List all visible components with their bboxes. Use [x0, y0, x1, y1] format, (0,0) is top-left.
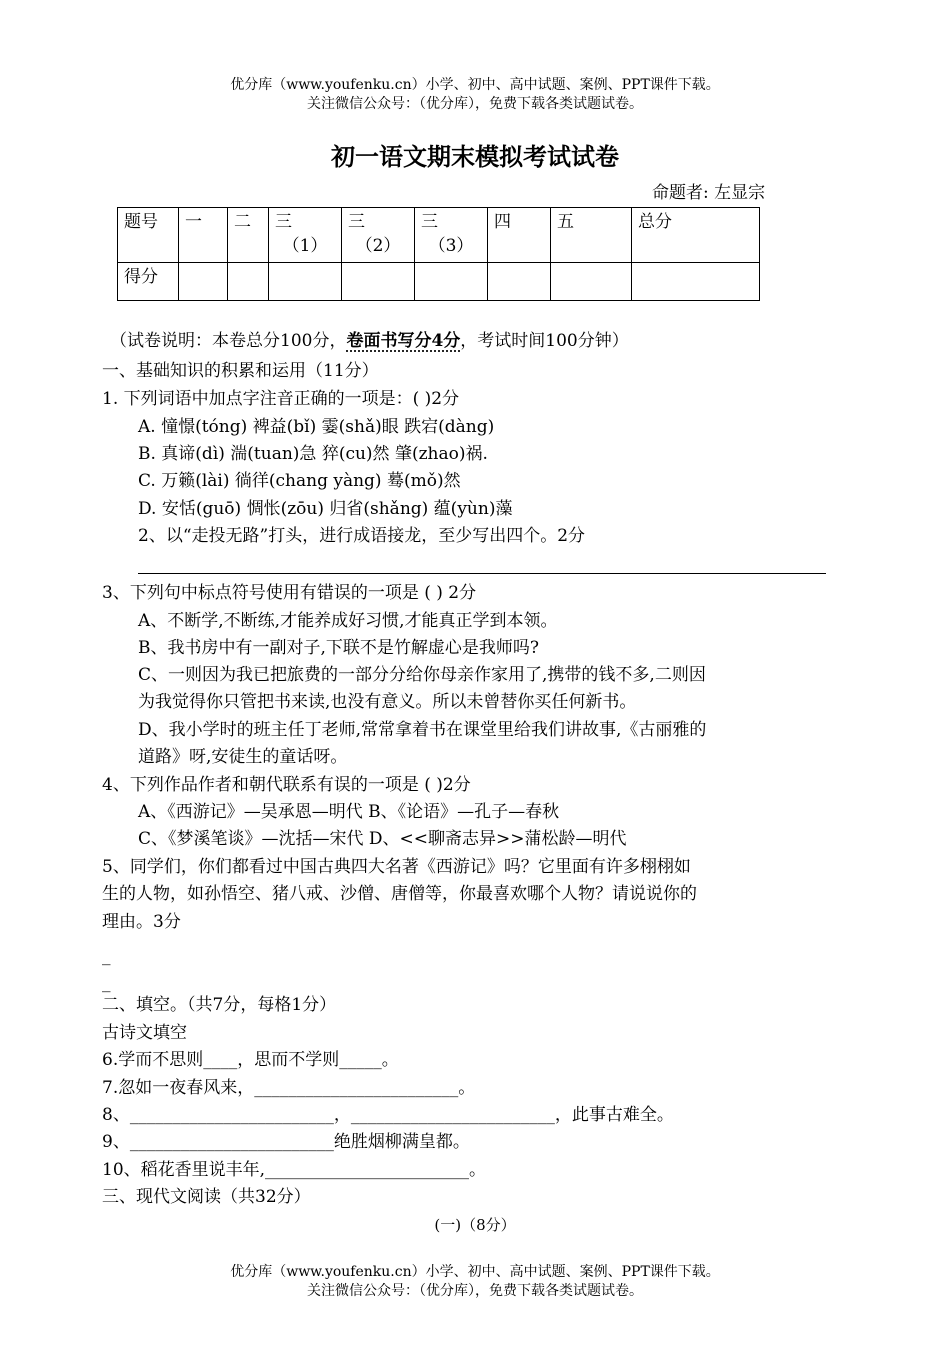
- score-table: [117, 207, 760, 301]
- score-input-cell[interactable]: [488, 263, 551, 301]
- q3-option-d-cont: 道路》呀,安徒生的童话呀。: [138, 747, 348, 767]
- section2-heading: 二、填空。（共7分，每格1分）: [102, 995, 337, 1015]
- q1-stem: 1. 下列词语中加点字注音正确的一项是：( )2分: [102, 389, 460, 409]
- q2-text: 2、以“走投无路”打头，进行成语接龙，至少写出四个。2分: [138, 526, 586, 546]
- page-title: 初一语文期末模拟考试试卷: [331, 142, 619, 171]
- q5-line1: 5、同学们，你们都看过中国古典四大名著《西游记》吗？它里面有许多栩栩如: [102, 857, 691, 877]
- q3-option-c: C、一则因为我已把旅费的一部分分给你母亲作家用了,携带的钱不多,二则因: [138, 665, 706, 685]
- instructions-emphasis: 卷面书写分4分: [346, 331, 461, 351]
- q5-blank-mark-2[interactable]: _: [102, 973, 111, 993]
- section3-heading: 三、现代文阅读（共32分）: [102, 1187, 311, 1207]
- q5-blank-mark-1[interactable]: _: [102, 946, 111, 966]
- section2-subheading: 古诗文填空: [102, 1023, 187, 1043]
- q9-text: 9、________________________绝胜烟柳满皇都。: [102, 1132, 470, 1152]
- q1-option-b: B. 真谛(dì) 湍(tuan)急 猝(cu)然 肇(zhao)祸.: [138, 444, 488, 464]
- q3-option-a: A、不断学,不断练,才能养成好习惯,才能真正学到本领。: [138, 611, 558, 631]
- q7-text: 7.忽如一夜春风来，________________________。: [102, 1078, 476, 1098]
- instructions: （试卷说明：本卷总分100分，卷面书写分4分，考试时间100分钟）: [110, 331, 629, 351]
- footer-line-2: 关注微信公众号：（优分库），免费下载各类试题试卷。: [307, 1283, 643, 1299]
- q2-answer-line[interactable]: [138, 573, 826, 574]
- q6-text: 6.学而不思则____，思而不学则_____。: [102, 1050, 399, 1070]
- q3-option-d: D、我小学时的班主任丁老师,常常拿着书在课堂里给我们讲故事,《古丽雅的: [138, 720, 707, 740]
- score-table-score-row: [118, 263, 760, 301]
- score-label-cell: 得分: [118, 263, 179, 301]
- score-cell: 五: [551, 208, 632, 263]
- score-input-cell[interactable]: [415, 263, 488, 301]
- section1-heading: 一、基础知识的积累和运用（11分）: [102, 361, 379, 381]
- score-cell: 三 （1）: [269, 208, 342, 263]
- footer-line-1: 优分库（www.youfenku.cn）小学、初中、高中试题、案例、PPT课件下载。: [230, 1264, 720, 1280]
- header-line-2: 关注微信公众号：（优分库），免费下载各类试题试卷。: [307, 96, 643, 112]
- score-input-cell[interactable]: [228, 263, 269, 301]
- score-cell: 三 （3）: [415, 208, 488, 263]
- score-cell: 题号: [118, 208, 179, 263]
- score-input-cell[interactable]: [269, 263, 342, 301]
- score-table-header-row: [118, 208, 760, 263]
- q4-stem: 4、下列作品作者和朝代联系有误的一项是 ( )2分: [102, 775, 471, 795]
- q5-line3: 理由。3分: [102, 912, 181, 932]
- q10-text: 10、稻花香里说丰年,________________________。: [102, 1160, 487, 1180]
- q4-options-row1: A、《西游记》—吴承恩—明代 B、《论语》—孔子—春秋: [138, 802, 560, 822]
- score-cell: 总分: [632, 208, 760, 263]
- score-cell: 一: [179, 208, 228, 263]
- score-input-cell[interactable]: [342, 263, 415, 301]
- section3-part-label: (一)（8分）: [434, 1216, 516, 1234]
- score-cell: 四: [488, 208, 551, 263]
- q3-option-c-cont: 为我觉得你只管把书来读,也没有意义。所以未曾替你买任何新书。: [138, 692, 637, 712]
- q1-option-c: C. 万籁(lài) 徜徉(chang yàng) 蓦(mǒ)然: [138, 471, 461, 491]
- q8-text: 8、________________________，________________________，此事古难全。: [102, 1105, 674, 1125]
- author-line: 命题者: 左显宗: [652, 183, 766, 203]
- q1-option-a: A. 憧憬(tóng) 裨益(bǐ) 霎(shǎ)眼 跌宕(dàng): [138, 417, 495, 437]
- score-input-cell[interactable]: [551, 263, 632, 301]
- header-line-1: 优分库（www.youfenku.cn）小学、初中、高中试题、案例、PPT课件下载。: [230, 77, 720, 93]
- q3-option-b: B、我书房中有一副对子,下联不是竹解虚心是我师吗?: [138, 638, 540, 658]
- q3-stem: 3、下列句中标点符号使用有错误的一项是 ( ) 2分: [102, 583, 477, 603]
- q4-options-row2: C、《梦溪笔谈》—沈括—宋代 D、<<聊斋志异>>蒲松龄—明代: [138, 829, 627, 849]
- q5-line2: 生的人物，如孙悟空、猪八戒、沙僧、唐僧等，你最喜欢哪个人物？请说说你的: [102, 884, 697, 904]
- score-input-cell[interactable]: [632, 263, 760, 301]
- score-cell: 三 （2）: [342, 208, 415, 263]
- score-cell: 二: [228, 208, 269, 263]
- score-input-cell[interactable]: [179, 263, 228, 301]
- q1-option-d: D. 安恬(guō) 惆怅(zōu) 归省(shǎng) 蕴(yùn)藻: [138, 499, 513, 519]
